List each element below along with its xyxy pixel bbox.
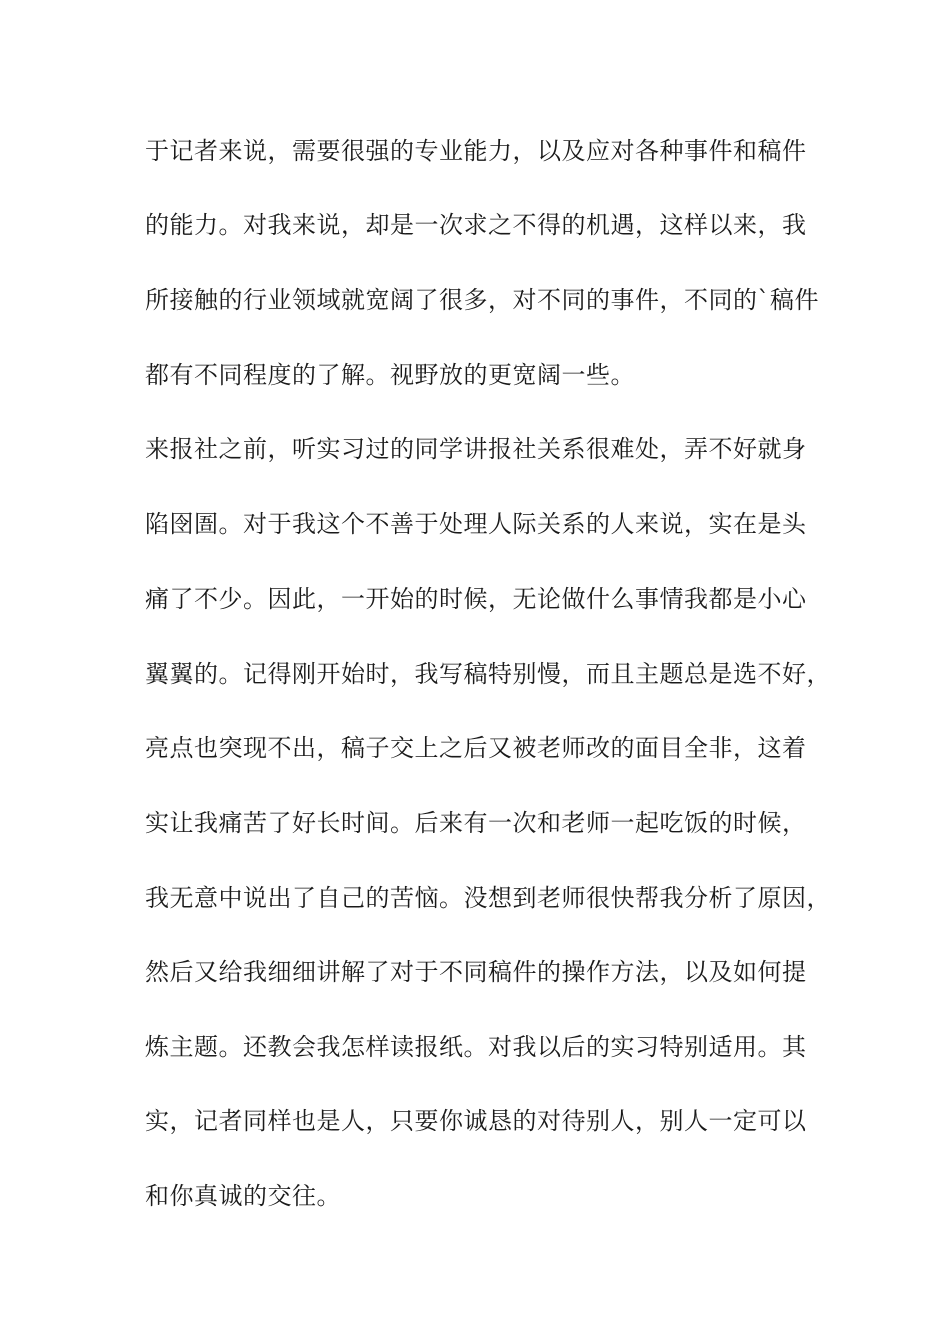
text-line: 痛了不少。因此，一开始的时候，无论做什么事情我都是小心 [145, 585, 807, 613]
text-line: 和你真诚的交往。 [145, 1182, 341, 1210]
text-line: 实，记者同样也是人，只要你诚恳的对待别人，别人一定可以 [145, 1107, 807, 1135]
text-line: 翼翼的。记得刚开始时，我写稿特别慢，而且主题总是选不好， [145, 660, 831, 688]
text-line: 的能力。对我来说，却是一次求之不得的机遇，这样以来，我 [145, 211, 807, 239]
text-line: 我无意中说出了自己的苦恼。没想到老师很快帮我分析了原因， [145, 884, 831, 912]
text-line: 亮点也突现不出，稿子交上之后又被老师改的面目全非，这着 [145, 734, 807, 762]
text-line: 实让我痛苦了好长时间。后来有一次和老师一起吃饭的时候， [145, 809, 807, 837]
text-line: 来报社之前，听实习过的同学讲报社关系很难处，弄不好就身 [145, 435, 807, 463]
text-line: 都有不同程度的了解。视野放的更宽阔一些。 [145, 361, 635, 389]
text-line: 于记者来说，需要很强的专业能力，以及应对各种事件和稿件 [145, 137, 807, 165]
text-line: 然后又给我细细讲解了对于不同稿件的操作方法，以及如何提 [145, 958, 807, 986]
text-line: 陷囹圄。对于我这个不善于处理人际关系的人来说，实在是头 [145, 510, 807, 538]
text-line: 炼主题。还教会我怎样读报纸。对我以后的实习特别适用。其 [145, 1033, 807, 1061]
text-line: 所接触的行业领域就宽阔了很多，对不同的事件，不同的`稿件 [145, 286, 819, 314]
